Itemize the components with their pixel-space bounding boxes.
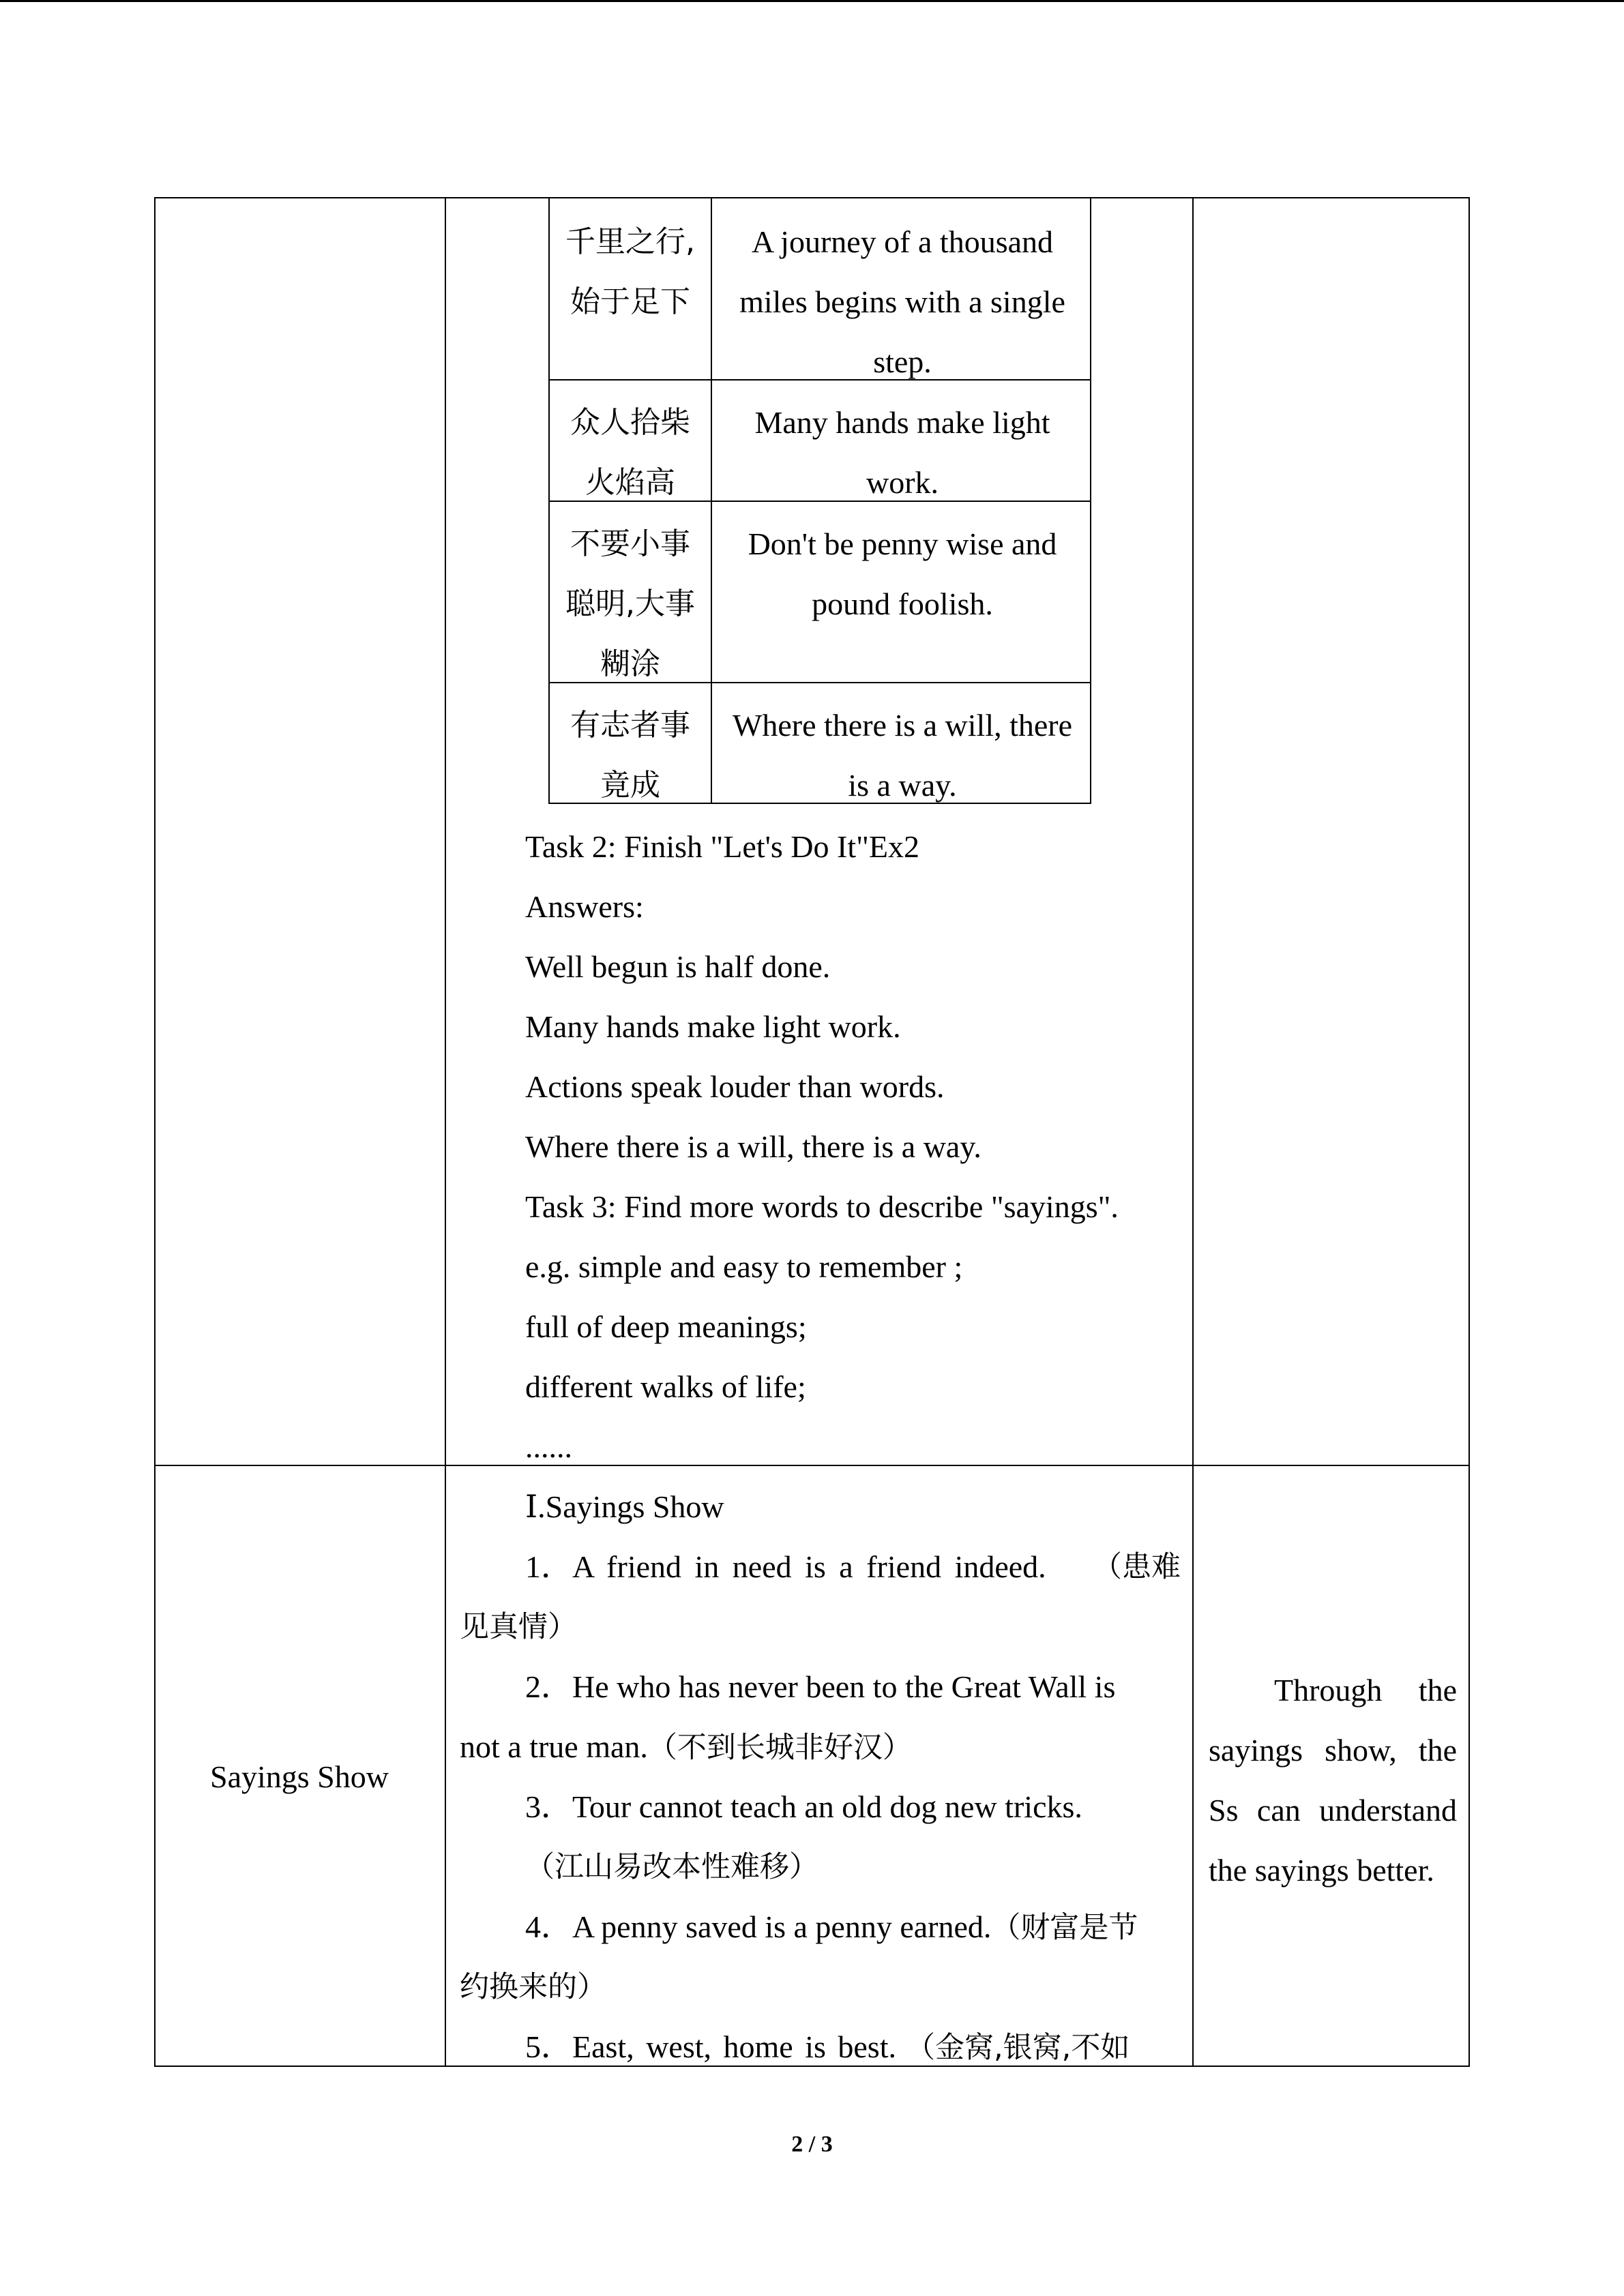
saying-3-chinese: （江山易改本性难移） [525,1850,818,1884]
task-2-line: Task 2: Finish "Let's Do It"Ex2 [525,829,919,864]
row-divider [156,1465,1468,1466]
table-row-2-english: Many hands make light work. [754,405,1050,500]
example-ellipsis: ...... [525,1429,572,1464]
answer-4: Where there is a will, there is a way. [525,1129,981,1164]
saying-5: 5．East, west, home is best. （金窝,银窝,不如 [525,2029,1130,2065]
saying-4: 4．A penny saved is a penny earned.（财富是节 [525,1909,1138,1945]
answer-3: Actions speak louder than words. [525,1069,945,1104]
table-row-4-chinese: 有志者事竟成 [570,708,690,803]
saying-1-chinese-a: （患难 [1093,1550,1181,1584]
answer-2: Many hands make light work. [525,1009,901,1044]
table-row-3-english: Don't be penny wise and pound foolish. [748,526,1057,621]
page-top-rule [0,0,1624,2]
answers-label: Answers: [525,889,644,924]
column-divider-2 [1192,198,1194,2066]
table-row-4-english: Where there is a will, there is a way. [732,708,1073,803]
table-row-3-chinese: 不要小事聪明,大事糊涂 [565,526,695,681]
table-row-2-chinese: 众人拾柴火焰高 [570,405,690,500]
answer-1: Well begun is half done. [525,949,831,984]
table-row-1-english: A journey of a thousand miles begins with a single step. [739,224,1065,379]
purpose-text: Through the sayings show, the Ss can understand the sayings better. [1209,1673,1457,1888]
task-3-line: Task 3: Find more words to describe "sayings". [525,1189,1119,1224]
example-2: full of deep meanings; [525,1309,807,1344]
column-divider-1 [445,198,446,2066]
saying-1-chinese-b: 见真情） [460,1610,577,1644]
saying-3: 3．Tour cannot teach an old dog new tricks. [525,1789,1082,1824]
saying-2-continued: not a true man.（不到长城非好汉） [460,1729,912,1765]
saying-1: 1．A friend in need is a friend indeed. [525,1549,1046,1584]
sayings-show-heading: Ⅰ.Sayings Show [525,1489,724,1524]
sayings-translation-table [548,197,1091,804]
saying-4-chinese-b: 约换来的） [460,1970,606,2004]
example-1: e.g. simple and easy to remember ; [525,1249,963,1284]
table-row-1-chinese: 千里之行,始于足下 [565,224,695,319]
example-3: different walks of life; [525,1369,806,1404]
saying-2: 2．He who has never been to the Great Wall is [525,1669,1116,1704]
page-number: 2 / 3 [791,2132,833,2157]
stage-label: Sayings Show [210,1759,389,1794]
